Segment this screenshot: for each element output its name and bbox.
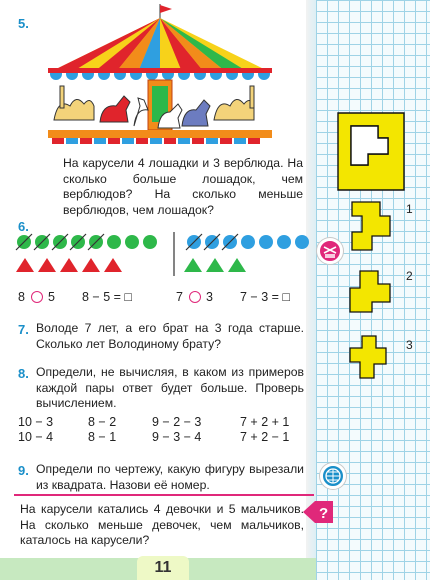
task-6-shapes [14, 232, 314, 280]
figure-label-3: 3 [406, 338, 413, 352]
task-8-number: 8. [18, 366, 29, 381]
pair-1-b: 10 − 4 [18, 430, 54, 444]
task-7-text: Володе 7 лет, а его брат на 3 года старше. Сколько лет Володиному брату? [36, 321, 304, 351]
compare-icon [317, 238, 343, 264]
task-6-left-a: 8 [18, 290, 25, 304]
page-number: 11 [137, 556, 189, 580]
task-6-left-expr: 8 − 5 = □ [82, 290, 132, 304]
figure-2-shape [350, 271, 390, 312]
pair-2-a: 8 − 2 [88, 415, 117, 429]
figure-3-shape [350, 336, 386, 378]
compare-circle-right[interactable] [189, 291, 201, 303]
question-mark-icon [303, 499, 333, 525]
task-6-number: 6. [18, 219, 29, 234]
question-divider [14, 494, 314, 496]
task-6-right-expr: 7 − 3 = □ [240, 290, 290, 304]
pair-4-a: 7 + 2 + 1 [240, 415, 290, 429]
task-9-number: 9. [18, 463, 29, 478]
pair-4-b: 7 + 2 − 1 [240, 430, 290, 444]
figure-label-2: 2 [406, 269, 413, 283]
question-box-text: На карусели катались 4 девочки и 5 мальчиков. На сколько меньше девочек, чем мальчиков, каталось на карусели? [20, 502, 304, 547]
compare-circle-left[interactable] [31, 291, 43, 303]
task-6-right-b: 3 [206, 290, 213, 304]
figures-panel [316, 0, 430, 580]
task-6-right-a: 7 [176, 290, 183, 304]
pair-3-b: 9 − 3 − 4 [152, 430, 202, 444]
task-9-text: Определи по чертежу, какую фигуру вырезали из квадрата. Назови её номер. [36, 462, 304, 492]
carousel-illustration [44, 2, 276, 148]
globe-icon [320, 463, 346, 489]
task-5-text: На карусели 4 лошадки и 3 верблюда. На сколько больше лошадок, чем верблюдов? На сколько меньше верблюдов, чем лошадок? [63, 156, 303, 217]
task-7-number: 7. [18, 322, 29, 337]
figure-1-shape [352, 202, 390, 250]
pair-2-b: 8 − 1 [88, 430, 117, 444]
pair-1-a: 10 − 3 [18, 415, 54, 429]
task-8-text: Определи, не вычисляя, в каком из примеров каждой пары ответ будет больше. Проверь вычислением. [36, 365, 304, 410]
svg-text:?: ? [319, 505, 329, 522]
pair-3-a: 9 − 2 − 3 [152, 415, 202, 429]
task-6-left-b: 5 [48, 290, 55, 304]
task-5-number: 5. [18, 16, 29, 31]
figure-label-1: 1 [406, 202, 413, 216]
